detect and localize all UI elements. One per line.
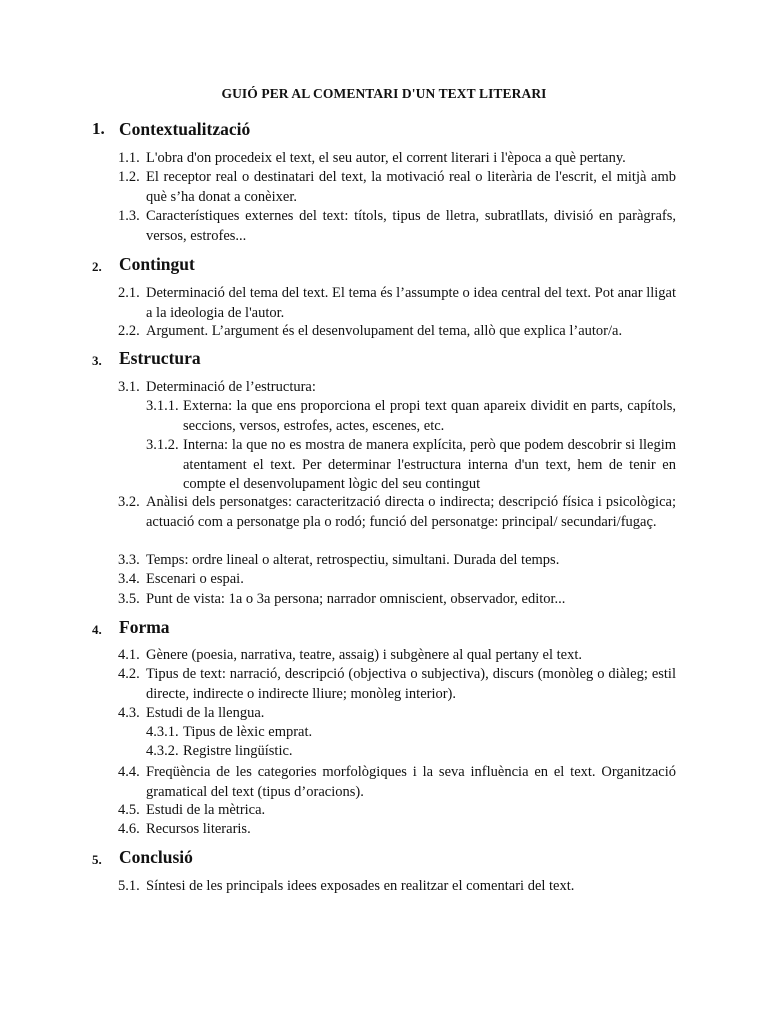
item-number: 3.3. [118, 552, 140, 568]
item-number: 4.6. [118, 821, 140, 837]
list-item [118, 322, 676, 342]
list-item [118, 149, 676, 169]
list-item [146, 436, 676, 495]
item-number: 2.2. [118, 323, 140, 339]
item-text: Recursos literaris. [146, 821, 251, 837]
item-number: 5.1. [118, 878, 140, 894]
list-item [146, 397, 676, 436]
list-item [118, 551, 676, 571]
section-number: 4. [92, 622, 102, 637]
item-number: 4.3.1. [146, 724, 179, 740]
item-text: Gènere (poesia, narrativa, teatre, assaig) i subgènere al qual pertany el text. [146, 647, 583, 663]
section-number: 2. [92, 259, 102, 274]
item-number: 3.5. [118, 591, 140, 607]
item-number: 3.1.2. [146, 437, 179, 453]
item-number: 3.4. [118, 571, 140, 587]
item-text: Determinació del tema del text. El tema és l’assumpte o idea central del text. Pot anar lligat a la ideologia de l'autor. [146, 285, 676, 321]
item-text: Anàlisi dels personatges: caracterització directa o indirecta; descripció física i psicològica; actuació com a personatge pla o rodó; funció del personatge: principal/ secundari/fugaç. [146, 494, 676, 530]
item-number: 2.1. [118, 285, 140, 301]
section-title-contingut: Contingut [119, 254, 195, 274]
item-number: 4.4. [118, 764, 140, 780]
item-text: Síntesi de les principals idees exposades en realitzar el comentari del text. [146, 878, 575, 894]
list-item [118, 168, 676, 207]
item-text: Determinació de l’estructura: [146, 379, 316, 395]
item-text: Registre lingüístic. [183, 743, 293, 759]
item-number: 4.3. [118, 705, 140, 721]
list-item [118, 284, 676, 323]
item-text: Freqüència de les categories morfològiques i la seva influència en el text. Organització gramatical del text (tipus d’oracions). [146, 764, 676, 800]
item-text: Temps: ordre lineal o alterat, retrospectiu, simultani. Durada del temps. [146, 552, 560, 568]
list-item [146, 742, 676, 762]
item-number: 3.1. [118, 379, 140, 395]
list-item [118, 763, 676, 802]
item-text: Tipus de lèxic emprat. [183, 724, 313, 740]
list-item [146, 723, 676, 743]
section-number: 3. [92, 353, 102, 368]
item-number: 1.2. [118, 169, 140, 185]
list-item [118, 646, 676, 666]
item-text: Interna: la que no es mostra de manera explícita, però que podem descobrir si llegim atentament el text. Per determinar l'estructura interna d'un text, hem de tenir en compte el desenvolupament lògic del seu contingut [183, 437, 676, 492]
section-title-conclusio: Conclusió [119, 847, 193, 867]
item-text: Punt de vista: 1a o 3a persona; narrador omniscient, observador, editor... [146, 591, 566, 607]
item-text: Estudi de la llengua. [146, 705, 265, 721]
list-item [118, 820, 676, 840]
item-number: 4.5. [118, 802, 140, 818]
section-number: 5. [92, 852, 102, 867]
item-text: Escenari o espai. [146, 571, 244, 587]
item-text: El receptor real o destinatari del text, la motivació real o literària de l'escrit, el mitjà amb què s’ha donat a conèixer. [146, 169, 676, 205]
section-title-forma: Forma [119, 617, 170, 637]
item-text: Argument. L’argument és el desenvolupament del tema, allò que explica l’autor/a. [146, 323, 623, 339]
list-item [118, 801, 676, 821]
list-item [118, 493, 676, 532]
document-title: GUIÓ PER AL COMENTARI D'UN TEXT LITERARI [221, 86, 547, 101]
item-text: L'obra d'on procedeix el text, el seu autor, el corrent literari i l'època a què pertany. [146, 150, 626, 166]
section-number: 1. [92, 119, 105, 138]
item-number: 4.3.2. [146, 743, 179, 759]
item-number: 4.1. [118, 647, 140, 663]
list-item [118, 378, 676, 398]
list-item [118, 704, 676, 724]
list-item [118, 207, 676, 246]
list-item [118, 570, 676, 590]
item-text: Estudi de la mètrica. [146, 802, 266, 818]
list-item [118, 590, 676, 610]
item-number: 3.2. [118, 494, 140, 510]
list-item [118, 877, 676, 897]
item-number: 1.1. [118, 150, 140, 166]
list-item [118, 665, 676, 704]
item-number: 1.3. [118, 208, 140, 224]
item-text: Característiques externes del text: títols, tipus de lletra, subratllats, divisió en paràgrafs, versos, estrofes... [146, 208, 676, 244]
section-title-estructura: Estructura [119, 348, 201, 368]
item-text: Externa: la que ens proporciona el propi text quan apareix dividit en parts, capítols, seccions, versos, estrofes, actes, escenes, etc. [183, 398, 676, 434]
item-text: Tipus de text: narració, descripció (objectiva o subjectiva), discurs (monòleg o diàleg; estil directe, indirecte o indirecte lliure; monòleg interior). [146, 666, 676, 702]
item-number: 3.1.1. [146, 398, 179, 414]
item-number: 4.2. [118, 666, 140, 682]
section-title-contextualitzacio: Contextualització [119, 119, 251, 139]
